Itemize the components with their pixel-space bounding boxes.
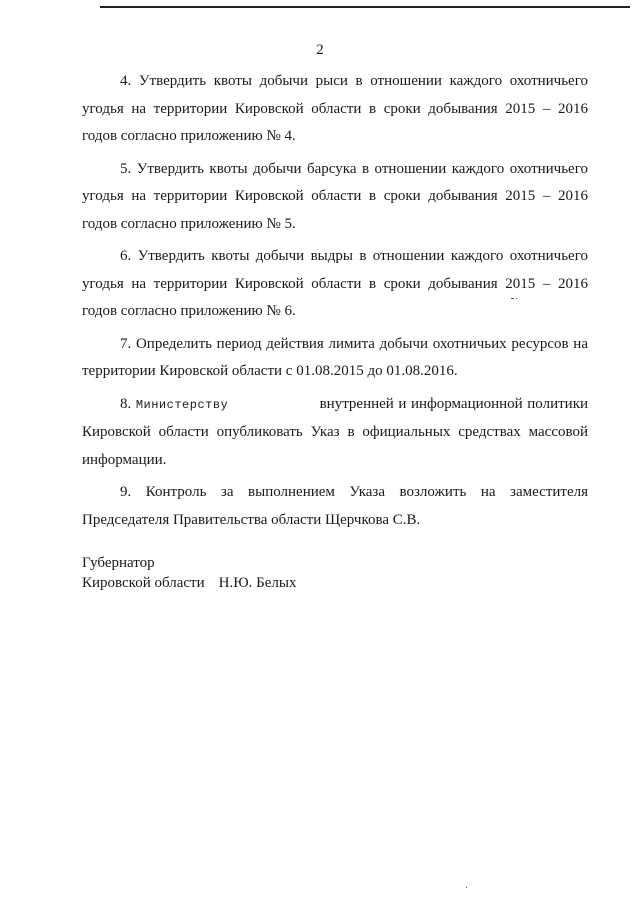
scan-border-line — [100, 6, 630, 8]
paragraph-8-number: 8. — [120, 395, 132, 412]
signature-title-line1: Губернатор — [82, 555, 155, 571]
signature-region: Кировской области — [82, 575, 205, 591]
scan-speck — [511, 298, 514, 299]
page-number: 2 — [316, 42, 324, 58]
paragraph-4: 4. Утвердить квоты добычи рыси в отношении каждого охотничьего угодья на территории Кировской области в сроки добывания 2015 – 2016 годов согласно приложению № 4. — [82, 73, 588, 144]
paragraph-8-ministry: Министерству — [135, 397, 229, 412]
paragraph-6: 6. Утвердить квоты добычи выдры в отношении каждого охотничьего угодья на территории Кировской области в сроки добывания 2015 – 2016 годов согласно приложению № 6. — [82, 248, 588, 319]
paragraph-7: 7. Определить период действия лимита добычи охотничьих ресурсов на территории Кировской области с 01.08.2015 до 01.08.2016. — [82, 335, 588, 379]
signature-block — [82, 553, 296, 593]
signature-title-line2 — [82, 573, 296, 593]
paragraph-9: 9. Контроль за выполнением Указа возложить на заместителя Председателя Правительства области Щерчкова С.В. — [82, 484, 588, 528]
scan-speck — [516, 298, 517, 299]
paragraph-8 — [82, 391, 588, 475]
paragraph-8-text: внутренней и информационной политики Кировской области опубликовать Указ в официальных средствах массовой информации. — [82, 395, 589, 468]
scan-speck — [466, 887, 467, 888]
signature-name: Н.Ю. Белых — [218, 575, 297, 591]
document-body — [82, 68, 588, 534]
paragraph-5: 5. Утвердить квоты добычи барсука в отношении каждого охотничьего угодья на территории Кировской области в сроки добывания 2015 – 2016 годов согласно приложению № 5. — [82, 160, 588, 232]
